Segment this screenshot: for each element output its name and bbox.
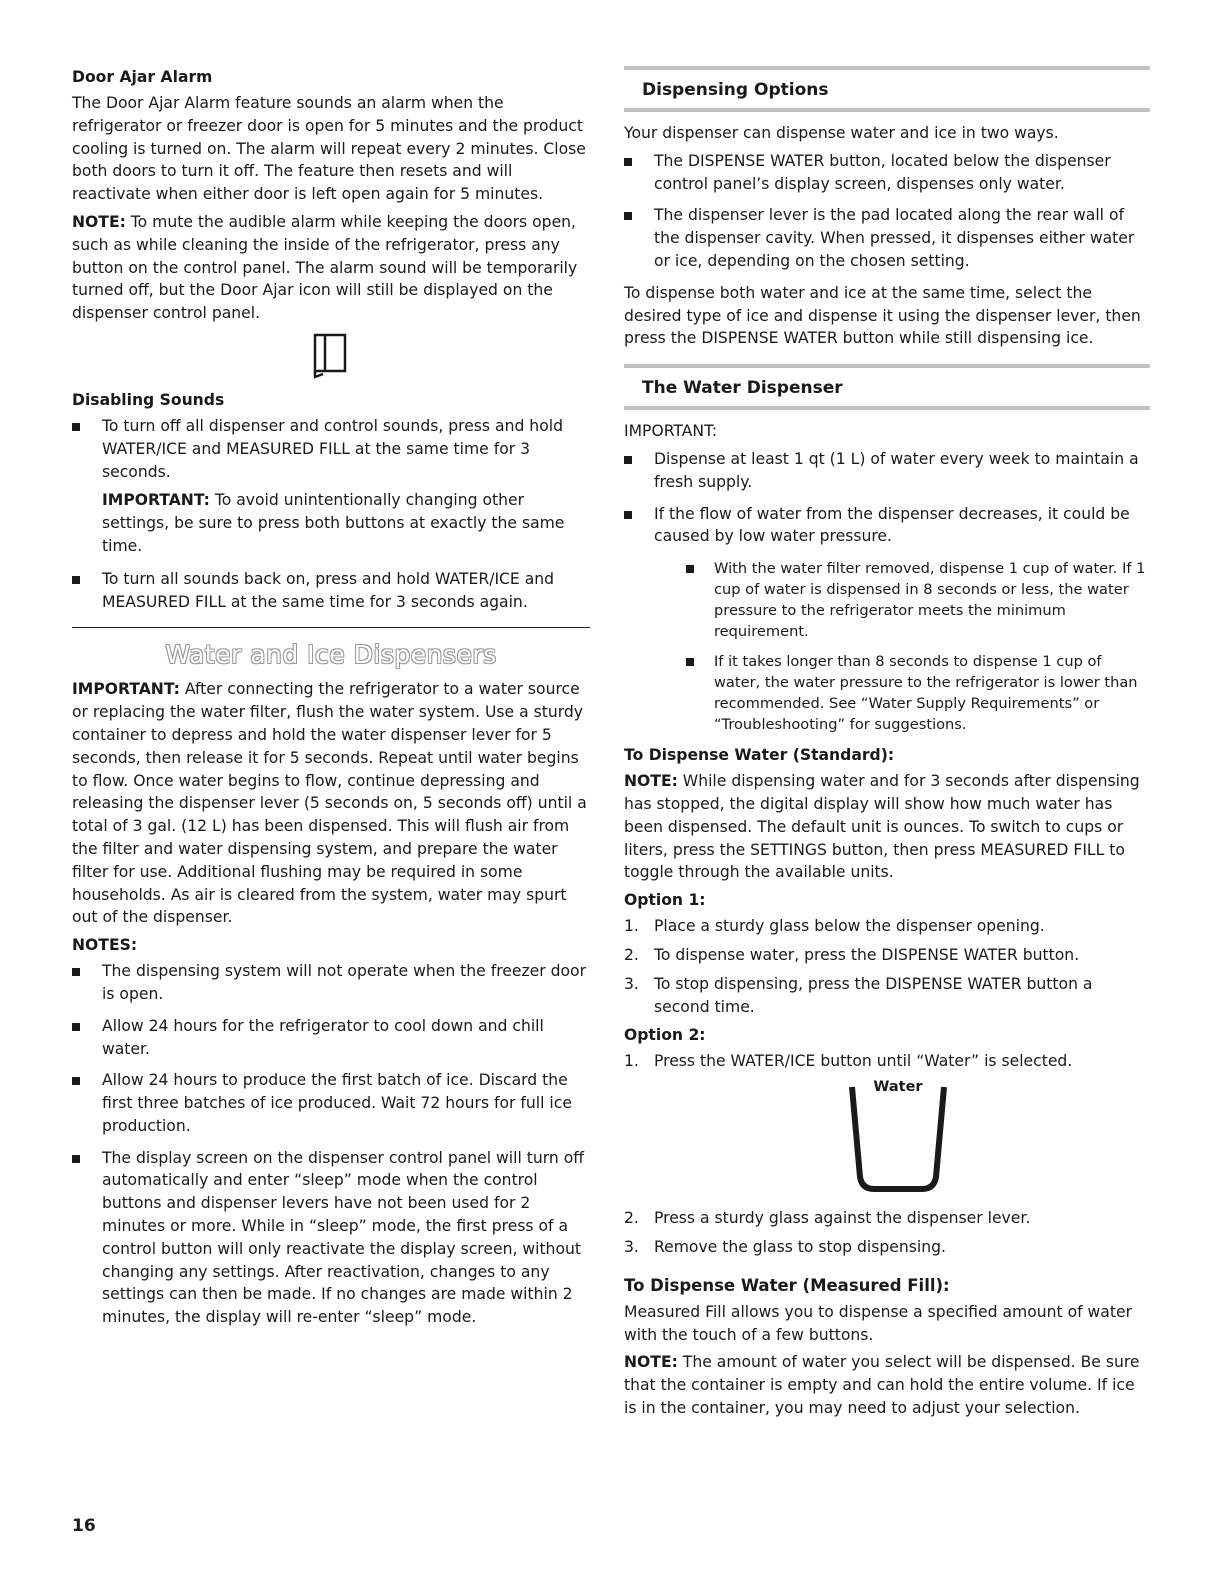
step-item <box>624 915 1150 938</box>
water-glass-icon <box>838 1079 958 1197</box>
disabling-sounds-list <box>72 415 590 613</box>
measured-fill-heading: To Dispense Water (Measured Fill): <box>624 1275 950 1295</box>
step-text: Press the WATER/ICE button until “Water” is selected. <box>654 1052 1073 1071</box>
list-item <box>624 503 1150 736</box>
list-item <box>72 415 590 558</box>
step-text: Remove the glass to stop dispensing. <box>654 1237 946 1256</box>
door-ajar-icon-wrap <box>72 333 590 381</box>
step-item <box>624 944 1150 967</box>
door-ajar-body: The Door Ajar Alarm feature sounds an alarm when the refrigerator or freezer door is open for 5 minutes and the product cooling is turned on. The alarm will repeat every 2 minutes. Close both doors to turn it off. The feature then resets and will reactivate when either door is left open again for 5 minutes. <box>72 94 586 204</box>
step-number: 1. <box>624 1052 639 1071</box>
standard-note <box>624 770 1150 884</box>
step-number: 2. <box>624 1209 639 1228</box>
bullet-text: If the flow of water from the dispenser decreases, it could be caused by low water pressure. <box>654 504 1130 546</box>
right-column <box>624 66 1150 1425</box>
step-number: 1. <box>624 917 639 936</box>
dispensing-outro: To dispense both water and ice at the same time, select the desired type of ice and dispense it using the dispenser lever, then press the DISPENSE WATER button while still dispensing ice. <box>624 283 1141 348</box>
water-dispenser-list <box>624 448 1150 735</box>
notes-list <box>72 960 590 1329</box>
standard-heading: To Dispense Water (Standard): <box>624 746 895 765</box>
note-label: NOTE: <box>624 772 678 791</box>
list-item: The display screen on the dispenser control panel will turn off automatically and enter “sleep” mode when the control buttons and dispenser levers have not been used for 2 minutes or more. While in “sleep” mode, the first press of a control button will only reactivate the display screen, without changing any settings. After reactivation, changes to any settings can then be made. If no changes are made within 2 minutes, the display will re-enter “sleep” mode. <box>72 1147 590 1329</box>
step-text: To dispense water, press the DISPENSE WATER button. <box>654 945 1080 964</box>
door-ajar-note <box>72 211 590 325</box>
bullet-text: To turn off all dispenser and control sounds, press and hold WATER/ICE and MEASURED FILL at the same time for 3 seconds. <box>102 416 563 481</box>
list-item: The DISPENSE WATER button, located below the dispenser control panel’s display screen, dispenses only water. <box>624 150 1150 196</box>
section-title: Water and Ice Dispensers <box>165 640 497 670</box>
option1-steps <box>624 915 1150 1018</box>
step-number: 3. <box>624 974 639 993</box>
important-text: After connecting the refrigerator to a water source or replacing the water filter, flush the water system. Use a sturdy container to depress and hold the water dispenser lever for 5 seconds, then release it for 5 seconds. Repeat until water begins to flow. Once water begins to flow, continue depressing and releasing the dispenser lever (5 seconds on, 5 seconds off) until a total of 3 gal. (12 L) has been dispensed. This will flush air from the filter and water dispensing system, and prepare the water filter for use. Additional flushing may be required in some households. As air is cleared from the system, water may spurt out of the dispenser. <box>72 680 587 927</box>
water-dispenser-important: IMPORTANT: <box>624 422 718 441</box>
step-text: Press a sturdy glass against the dispenser lever. <box>654 1209 1031 1228</box>
step-text: To stop dispensing, press the DISPENSE WATER button a second time. <box>654 974 1093 1016</box>
step-number: 3. <box>624 1237 639 1256</box>
list-item: Allow 24 hours to produce the first batch of ice. Discard the first three batches of ice produced. Wait 72 hours for full ice production. <box>72 1069 590 1137</box>
option1-label: Option 1: <box>624 891 706 910</box>
door-ajar-icon <box>313 333 349 379</box>
dispensing-options-heading: Dispensing Options <box>624 66 1150 112</box>
note-text: While dispensing water and for 3 seconds after dispensing has stopped, the digital display will show how much water has been dispensed. The default unit is ounces. To switch to cups or liters, press the SETTINGS button, then press MEASURED FILL to toggle through the available units. <box>624 772 1140 882</box>
dispensing-options-list <box>624 150 1150 273</box>
flush-instructions <box>72 678 590 929</box>
note-text: The amount of water you select will be dispensed. Be sure that the container is empty and can hold the entire volume. If ice is in the container, you may need to adjust your selection. <box>624 1353 1140 1417</box>
left-column <box>72 66 590 1338</box>
door-ajar-heading: Door Ajar Alarm <box>72 68 213 86</box>
step-item <box>624 1236 1150 1259</box>
list-item: The dispenser lever is the pad located along the rear wall of the dispenser cavity. When pressed, it dispenses either water or ice, depending on the chosen setting. <box>624 204 1150 272</box>
measured-fill-body: Measured Fill allows you to dispense a specified amount of water with the touch of a few buttons. <box>624 1302 1132 1344</box>
sub-list-item: With the water filter removed, dispense 1 cup of water. If 1 cup of water is dispensed in 8 seconds or less, the water pressure to the refrigerator meets the minimum requirement. <box>654 558 1150 642</box>
important-text: To avoid unintentionally changing other settings, be sure to press both buttons at exactly the same time. <box>102 491 565 555</box>
option2-step1 <box>624 1050 1150 1073</box>
list-item: The dispensing system will not operate when the freezer door is open. <box>72 960 590 1006</box>
list-item: Allow 24 hours for the refrigerator to cool down and chill water. <box>72 1015 590 1061</box>
section-divider <box>72 627 590 628</box>
measured-fill-note <box>624 1351 1150 1419</box>
step-number: 2. <box>624 945 639 964</box>
step-text: Place a sturdy glass below the dispenser opening. <box>654 917 1045 936</box>
pressure-sub-list <box>654 558 1150 735</box>
water-mode-icon <box>838 1079 958 1197</box>
note-text: To mute the audible alarm while keeping the doors open, such as while cleaning the inside of the refrigerator, press any button on the control panel. The alarm sound will be temporarily turned off, but the Door Ajar icon will still be displayed on the dispenser control panel. <box>72 212 578 323</box>
dispensing-intro: Your dispenser can dispense water and ice in two ways. <box>624 124 1059 142</box>
step-item <box>624 1050 1150 1073</box>
step-item <box>624 1207 1150 1230</box>
list-item: Dispense at least 1 qt (1 L) of water every week to maintain a fresh supply. <box>624 448 1150 494</box>
water-dispenser-heading: The Water Dispenser <box>624 364 1150 410</box>
important-note <box>102 489 590 557</box>
option2-label: Option 2: <box>624 1026 706 1045</box>
disabling-sounds-heading: Disabling Sounds <box>72 390 225 409</box>
note-label: NOTE: <box>72 212 126 231</box>
sub-list-item: If it takes longer than 8 seconds to dispense 1 cup of water, the water pressure to the refrigerator is lower than recommended. See “Water Supply Requirements” or “Troubleshooting” for suggestions. <box>654 651 1150 735</box>
important-label: IMPORTANT: <box>72 680 180 699</box>
step-item <box>624 973 1150 1019</box>
page-number: 16 <box>72 1516 96 1536</box>
note-label: NOTE: <box>624 1353 678 1372</box>
important-label: IMPORTANT: <box>102 491 210 510</box>
option2-steps <box>624 1207 1150 1259</box>
water-icon-label: Water <box>873 1079 923 1096</box>
notes-label: NOTES: <box>72 936 138 955</box>
list-item: To turn all sounds back on, press and hold WATER/ICE and MEASURED FILL at the same time for 3 seconds again. <box>72 568 590 614</box>
